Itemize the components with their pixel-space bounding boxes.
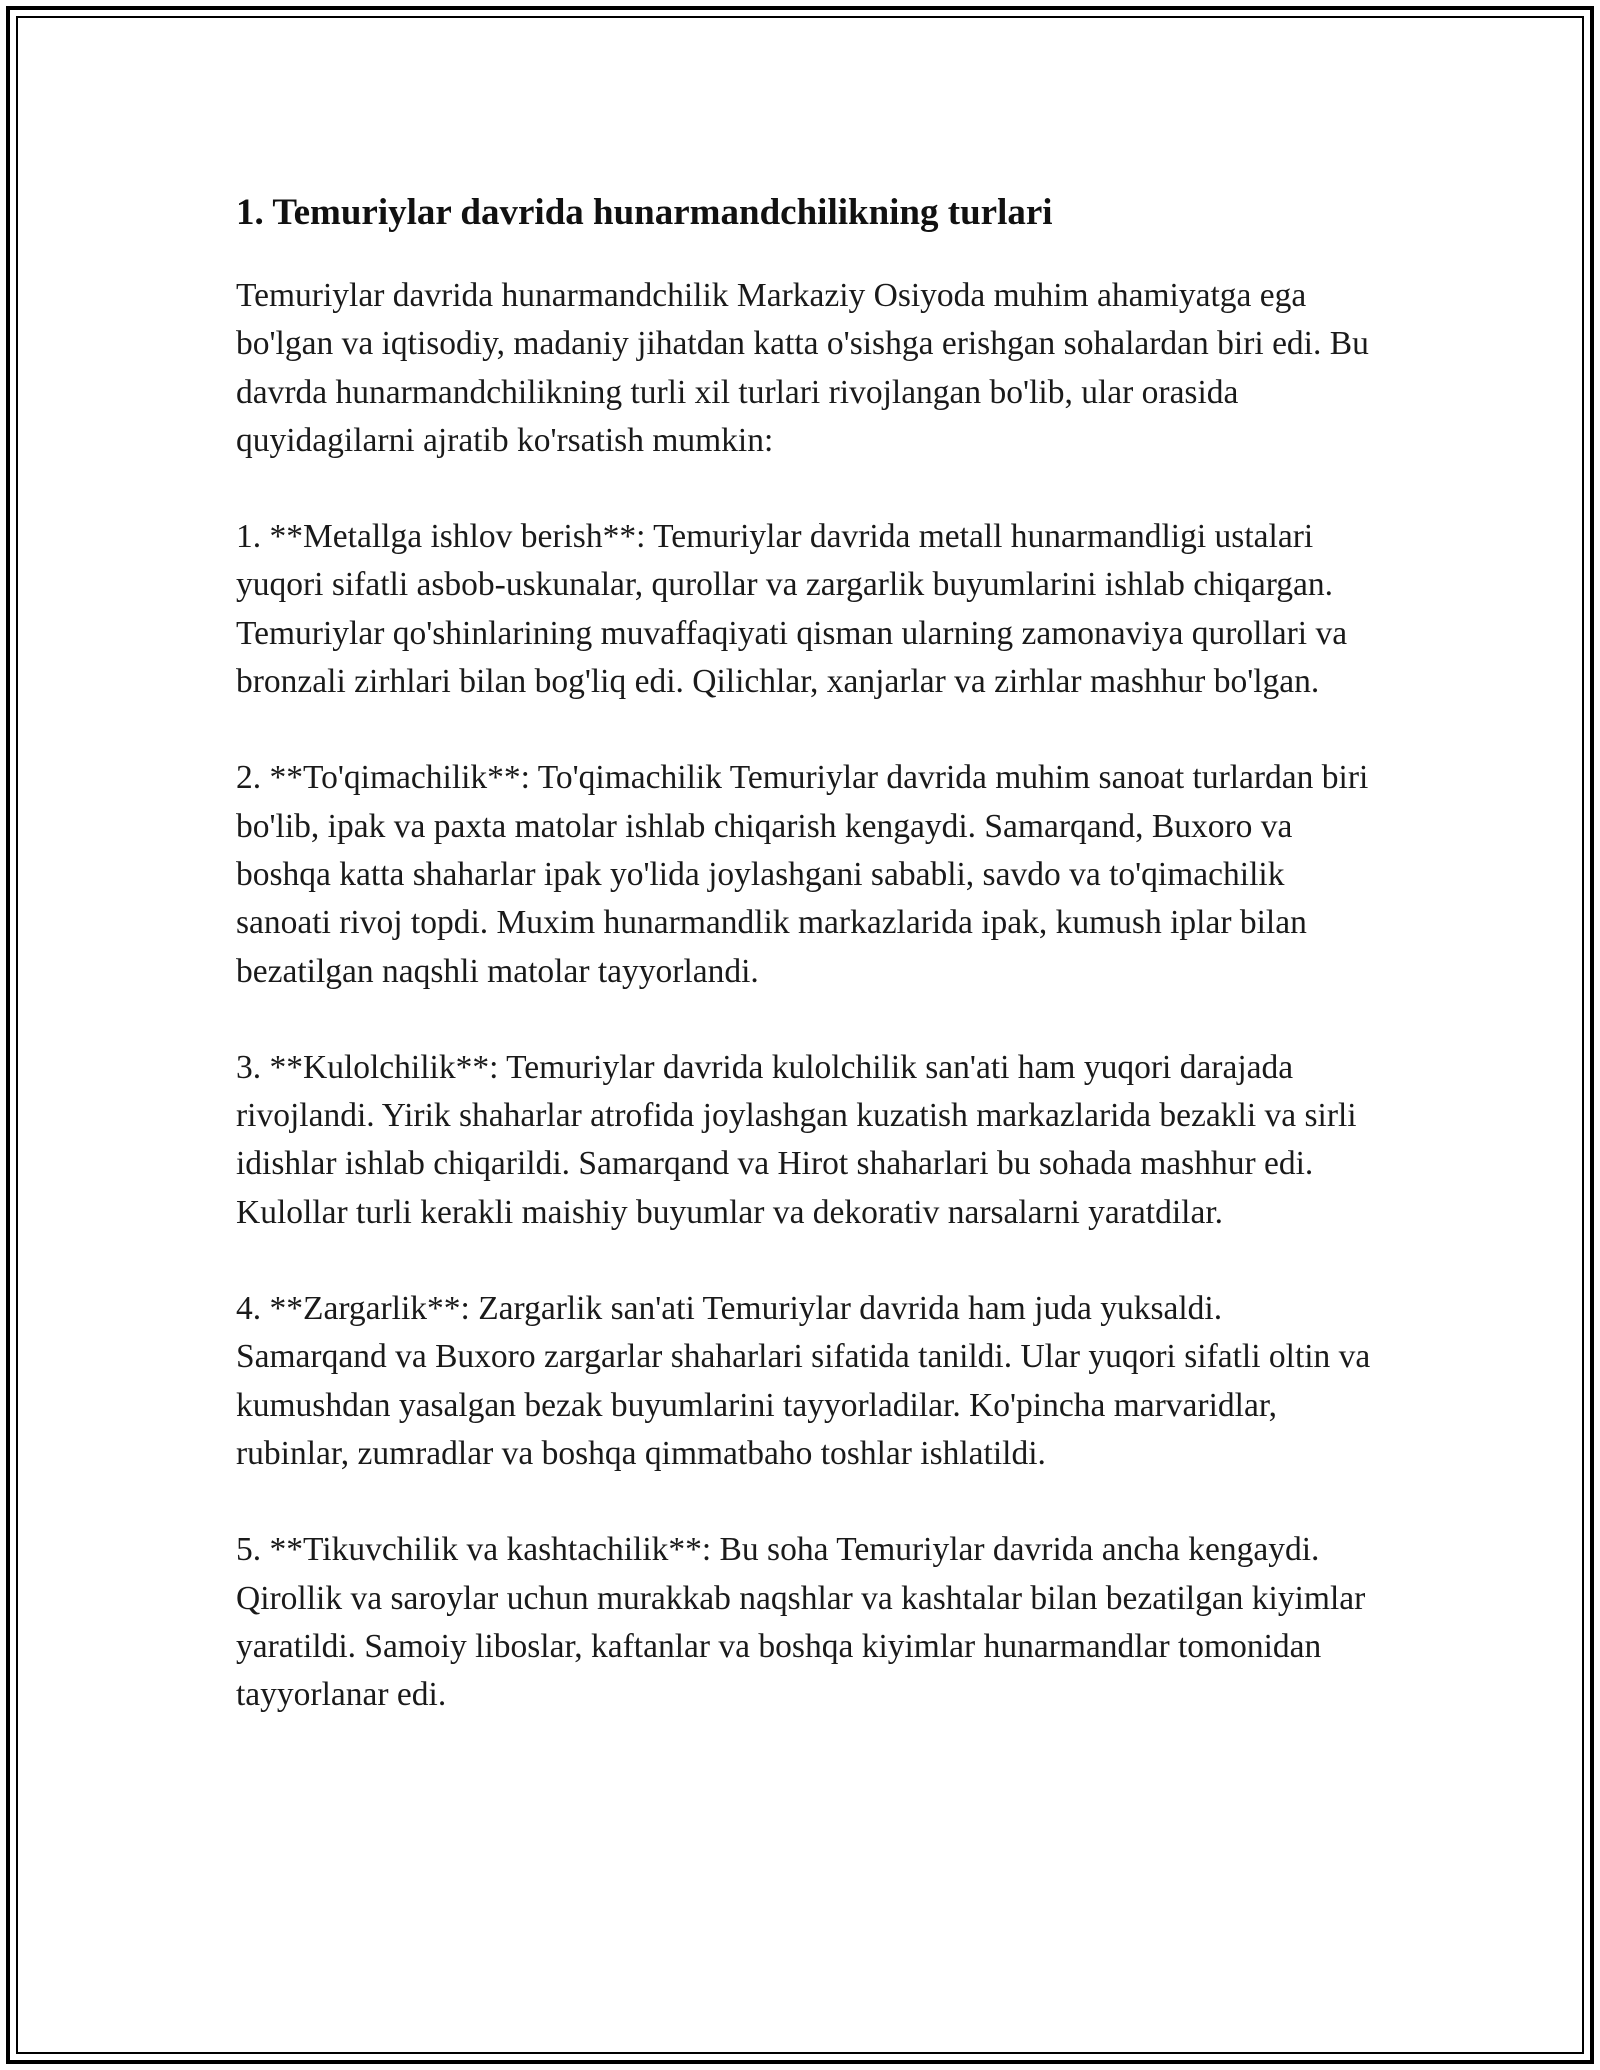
- paragraph-pottery: 3. **Kulolchilik**: Temuriylar davrida kulolchilik san'ati ham yuqori darajada rivojlandi. Yirik shaharlar atrofida joylashgan kuzatish markazlarida bezakli va sirli idishlar ishlab chiqarildi. Samarqand va Hirot shaharlari bu sohada mashhur edi. Kulollar turli kerakli maishiy buyumlar va dekorativ narsalarni yaratdilar.: [236, 1048, 1357, 1231]
- document-title: 1. Temuriylar davrida hunarmandchilikning turlari: [236, 192, 1053, 233]
- paragraph-tailoring: 5. **Tikuvchilik va kashtachilik**: Bu soha Temuriylar davrida ancha kengaydi. Qirollik va saroylar uchun murakkab naqshlar va kashtalar bilan bezatilgan kiyimlar yaratildi. Samoiy liboslar, kaftanlar va boshqa kiyimlar hunarmandlar tomonidan tayyorlanar edi.: [236, 1531, 1366, 1714]
- document-body: [236, 184, 1376, 1767]
- paragraph-metalwork: 1. **Metallga ishlov berish**: Temuriylar davrida metall hunarmandligi ustalari yuqori sifatli asbob-uskunalar, qurollar va zargarlik buyumlarini ishlab chiqargan. Temuriylar qo'shinlarining muvaffaqiyati qisman ularning zamonaviya qurollari va bronzali zirhlari bilan bog'liq edi. Qilichlar, xanjarlar va zirhlar mashhur bo'lgan.: [236, 518, 1348, 701]
- paragraph-jewelry: 4. **Zargarlik**: Zargarlik san'ati Temuriylar davrida ham juda yuksaldi. Samarqand va Buxoro zargarlar shaharlari sifatida tanildi. Ular yuqori sifatli oltin va kumushdan yasalgan bezak buyumlarini tayyorladilar. Ko'pincha marvaridlar, rubinlar, zumradlar va boshqa qimmatbaho toshlar ishlatildi.: [236, 1290, 1371, 1472]
- paragraph-weaving: 2. **To'qimachilik**: To'qimachilik Temuriylar davrida muhim sanoat turlardan biri bo'lib, ipak va paxta matolar ishlab chiqarish kengaydi. Samarqand, Buxoro va boshqa katta shaharlar ipak yo'lida joylashgani sababli, savdo va to'qimachilik sanoati rivoj topdi. Muxim hunarmandlik markazlarida ipak, kumush iplar bilan bezatilgan naqshli matolar tayyorlandi.: [236, 759, 1369, 990]
- intro-paragraph: Temuriylar davrida hunarmandchilik Markaziy Osiyoda muhim ahamiyatga ega bo'lgan va iqtisodiy, madaniy jihatdan katta o'sishga erishgan sohalardan biri edi. Bu davrda hunarmandchilikning turli xil turlari rivojlangan bo'lib, ular orasida quyidagilarni ajratib ko'rsatish mumkin:: [236, 277, 1369, 459]
